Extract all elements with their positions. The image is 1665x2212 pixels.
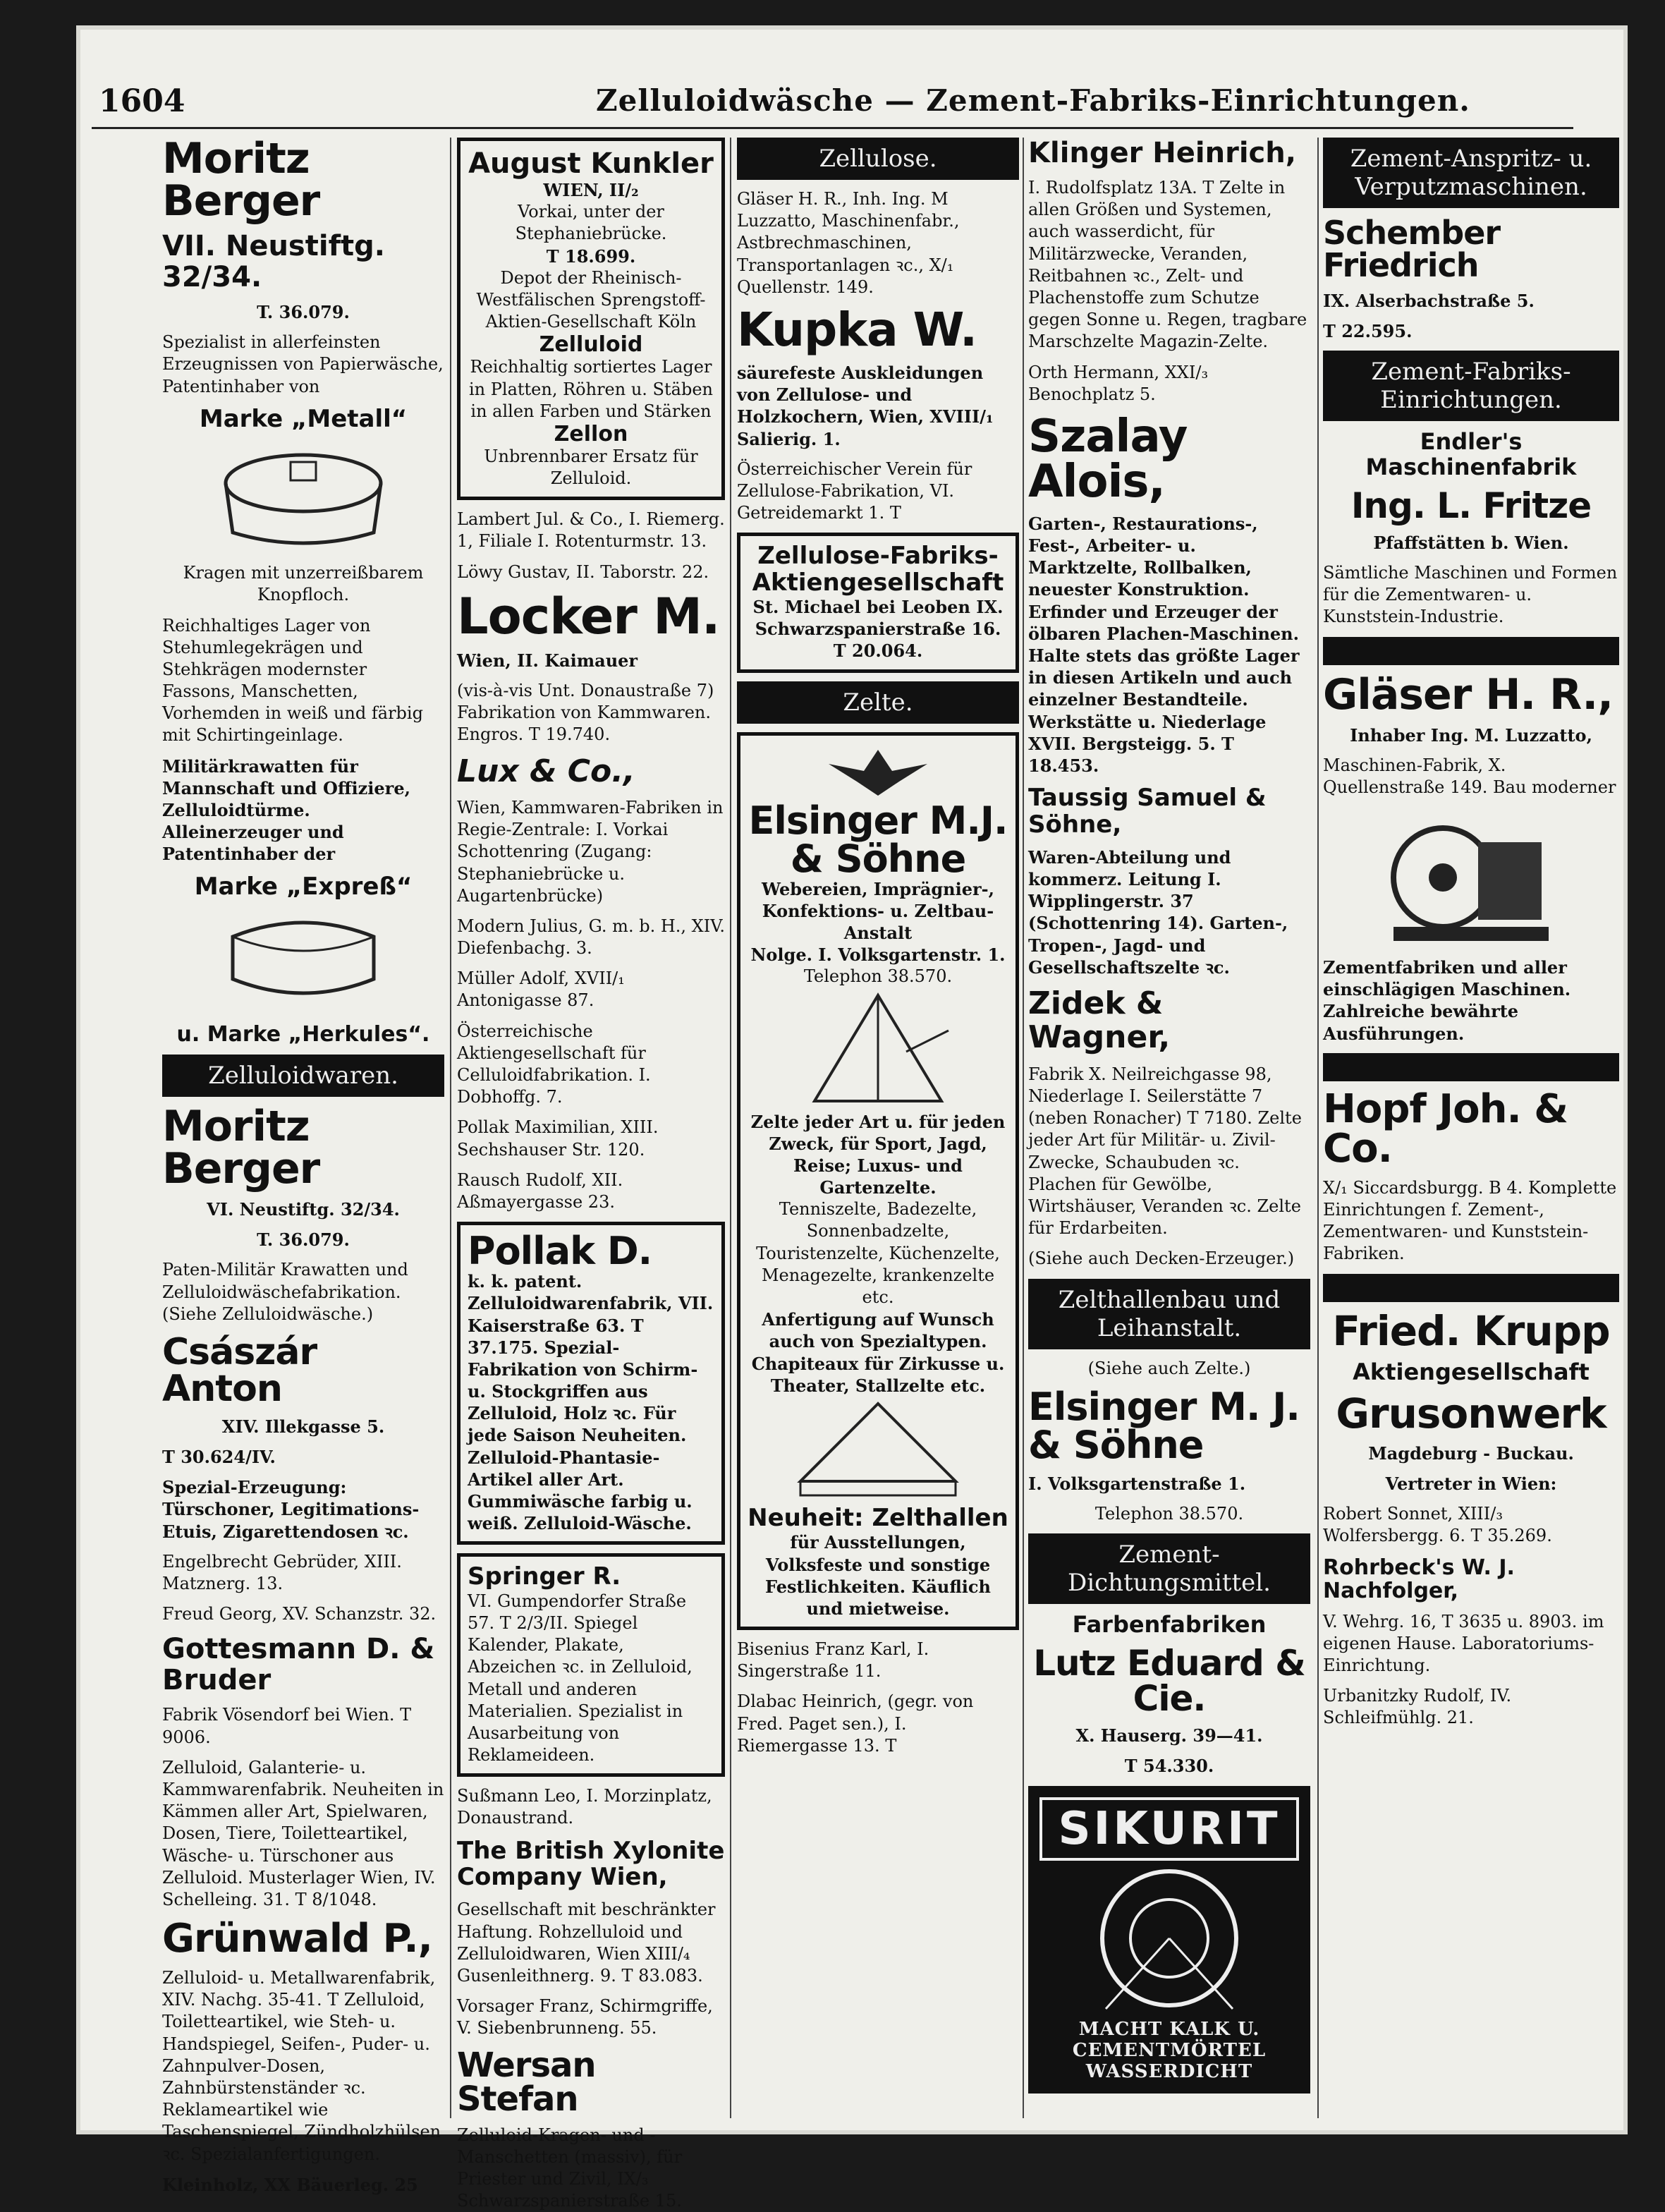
marke-metall: Marke „Metall“ xyxy=(199,404,408,433)
lager-text: Reichhaltiges Lager von Stehumlegekrägen und Stehkrägen modernster Fassons, Manschetten, Vorhemden in weiß und färbig mit Schirtingeinlage. xyxy=(162,615,423,746)
hopf-text: X/₁ Siccardsburgg. B 4. Komplette Einrichtungen f. Zement-, Zementwaren- und Kunststein-Fabriken. xyxy=(1323,1177,1617,1264)
csaszar-name: Császár Anton xyxy=(162,1330,317,1410)
berger-ad-phone: T. 36.079. xyxy=(257,302,350,322)
kunkler-depot: Depot der Rheinisch-Westfälischen Sprengstoff-Aktien-Gesellschaft Köln xyxy=(476,267,706,332)
running-title: Zelluloidwäsche — Zement-Fabriks-Einrichtungen. xyxy=(596,83,1470,118)
elsinger-col4-name: Elsinger M. J. & Söhne xyxy=(1028,1384,1300,1467)
section-zelluloidwaren: Zelluloidwaren. xyxy=(162,1055,444,1097)
marke-herkules: u. Marke „Herkules“. xyxy=(176,1021,430,1047)
schember-address: IX. Alserbachstraße 5. xyxy=(1323,291,1535,311)
glaeser-text: Maschinen-Fabrik, X. Quellenstraße 149. Bau moderner xyxy=(1323,755,1616,797)
column-divider xyxy=(1023,138,1024,2118)
pollak-maximilian-entry: Pollak Maximilian, XIII. Sechshauser Str. 120. xyxy=(457,1117,659,1160)
elsinger-text: Webereien, Imprägnier-, Konfektions- u. Zeltbau-Anstalt xyxy=(762,878,994,943)
marke-express: Marke „Expreß“ xyxy=(194,872,413,901)
zellulose-ag-name: Zellulose-Fabriks-Aktiengesellschaft xyxy=(752,542,1004,597)
sussmann-entry: Sußmann Leo, I. Morzinplatz, Donaustrand. xyxy=(457,1786,712,1828)
elsinger-ad xyxy=(737,732,1019,1631)
zellulose-ag-ad xyxy=(737,533,1019,672)
klinger-text: I. Rudolfsplatz 13A. T Zelte in allen Größen und Systemen, auch wasserdicht, für Militärzwecke, Veranden, Reitbahnen ꝛc., Zelt- und Plachenstoffe zum Schutze gegen Sonne u. Regen, tragbare Marschzelte Magazin-Zelte. xyxy=(1028,178,1307,352)
kunkler-city: WIEN, II/₂ xyxy=(543,180,639,200)
lux-name: Lux & Co., xyxy=(457,753,635,789)
kunkler-ad xyxy=(457,138,725,500)
militaer-text: Militärkrawatten für Mannschaft und Offiziere, Zelluloidtürme. Alleinerzeuger und Patentinhaber der xyxy=(162,755,410,865)
berger2-address: VI. Neustiftg. 32/34. xyxy=(207,1198,400,1220)
locker-name: Locker M. xyxy=(457,587,720,645)
collar-icon xyxy=(212,441,395,554)
sikurit-line-1: MACHT KALK U. xyxy=(1078,2018,1260,2040)
section-zement-anspritz: Zement-Anspritz- u. Verputzmaschinen. xyxy=(1323,138,1619,208)
kleinholz-entry: Kleinholz, XX Bäuerleg. 25 xyxy=(162,2174,418,2195)
lutz-phone: T 54.330. xyxy=(1124,1756,1214,1777)
sikurit-ad xyxy=(1028,1786,1310,2094)
section-zelthallenbau: Zelthallenbau und Leihanstalt. xyxy=(1028,1279,1310,1349)
zidek-see-also: (Siehe auch Decken-Erzeuger.) xyxy=(1028,1248,1295,1269)
dlabac-entry: Dlabac Heinrich, (gegr. von Fred. Paget sen.), I. Riemergasse 13. T xyxy=(737,1691,974,1756)
column-5 xyxy=(1323,138,1619,2132)
wersan-name: Wersan Stefan xyxy=(457,2045,596,2119)
krupp-city: Magdeburg - Buckau. xyxy=(1368,1442,1574,1464)
springer-text: VI. Gumpendorfer Straße 57. T 2/3/II. Spiegel Kalender, Plakate, Abzeichen ꝛc. in Zelluloid, Metall und anderen Materialien. Spezialist in Ausarbeitung von Reklameideen. xyxy=(468,1591,693,1766)
glaeser-name: Gläser H. R., xyxy=(1323,669,1613,719)
column-4 xyxy=(1028,138,1310,2132)
british-name: The British Xylonite Company Wien, xyxy=(457,1836,725,1892)
schember-name: Schember Friedrich xyxy=(1323,214,1501,284)
band-collar-illustration xyxy=(162,909,444,1014)
pollak-d-name: Pollak D. xyxy=(468,1229,652,1274)
freud-entry: Freud Georg, XV. Schanzstr. 32. xyxy=(162,1604,437,1624)
urbanitzky-entry: Urbanitzky Rudolf, IV. Schleifmühlg. 21. xyxy=(1323,1686,1512,1728)
loewy-entry: Löwy Gustav, II. Taborstr. 22. xyxy=(457,561,709,582)
zelte-list: Tenniszelte, Badezelte, Sonnenbadzelte, Touristenzelte, Küchenzelte, Menagezelte, krankenzelte etc. xyxy=(756,1199,1000,1308)
zidek-name: Zidek & Wagner, xyxy=(1028,985,1171,1056)
pollak-d-ad xyxy=(457,1222,725,1545)
crusher-illustration xyxy=(1323,807,1619,948)
wersan-text: Zelluloid-Kragen- und -Manschetten (massiv), für Priester und Zivil, IX/₃ Schwarzspanierstraße 15. xyxy=(457,2125,683,2211)
krupp-vertreter: Vertreter in Wien: xyxy=(1385,1473,1557,1494)
oesterr-ag-entry: Österreichische Aktiengesellschaft für Celluloidfabrikation. I. Dobhoffg. 7. xyxy=(457,1021,651,1107)
csaszar-address: XIV. Illekgasse 5. xyxy=(221,1416,385,1437)
glaeser-text-2: Zementfabriken und aller einschlägigen Maschinen. Zahlreiche bewährte Ausführungen. xyxy=(1323,957,1571,1044)
gottesmann-text: Zelluloid, Galanterie- u. Kammwarenfabrik. Neuheiten in Kämmen aller Art, Spielwaren, Dosen, Tiere, Toiletteartikel, Wäsche- u. Türschoner aus Zelluloid. Musterlager Wien, IV. Schelleing. 31. T 8/1048. xyxy=(162,1757,444,1909)
elsinger-name: Elsinger M.J. & Söhne xyxy=(748,798,1008,881)
csaszar-phone: T 30.624/IV. xyxy=(162,1447,276,1468)
kunkler-product-2: Zellon xyxy=(554,421,628,446)
band-collar-icon xyxy=(212,909,395,1014)
column-3 xyxy=(737,138,1019,2132)
vorsager-entry: Vorsager Franz, Schirmgriffe, V. Siebenbrunneng. 55. xyxy=(457,1996,713,2038)
glaeser-zellulose-entry: Gläser H. R., Inh. Ing. M Luzzatto, Maschinenfabr., Astbrechmaschinen, Transportanlagen ꝛc., X/₁ Quellenstr. 149. xyxy=(737,189,960,297)
engelbrecht-entry: Engelbrecht Gebrüder, XIII. Matznerg. 13. xyxy=(162,1551,402,1594)
neuheit-heading: Neuheit: Zelthallen xyxy=(748,1503,1008,1532)
column-divider xyxy=(1317,138,1319,2118)
column-divider xyxy=(450,138,451,2118)
column-2 xyxy=(457,138,725,2211)
pollak-d-text: k. k. patent. Zelluloidwarenfabrik, VII. Kaiserstraße 63. T 37.175. Spezial-Fabrikation von Schirm- u. Stockgriffen aus Zelluloid, Holz ꝛc. Für jede Saison Neuheiten. Zelluloid-Phantasie-Artikel aller Art. Gummiwäsche farbig u. weiß. Zelluloid-Wäsche. xyxy=(468,1271,714,1534)
neuheit-text: für Ausstellungen, Volksfeste und sonstige Festlichkeiten. Käuflich und mietweise. xyxy=(765,1532,991,1619)
rausch-entry: Rausch Rudolf, XII. Aßmayergasse 23. xyxy=(457,1169,623,1212)
springer-name: Springer R. xyxy=(468,1562,621,1591)
bisenius-entry: Bisenius Franz Karl, I. Singerstraße 11. xyxy=(737,1639,929,1682)
hopf-name: Hopf Joh. & Co. xyxy=(1323,1086,1568,1172)
kupka-name: Kupka W. xyxy=(737,302,977,357)
kunkler-lager: Reichhaltig sortiertes Lager in Platten, Röhren u. Stäben in allen Farben und Stärken xyxy=(469,357,713,421)
krupp-name: Fried. Krupp xyxy=(1332,1306,1610,1355)
farbenfabriken: Farbenfabriken xyxy=(1072,1611,1267,1639)
tunnel-illustration-icon xyxy=(1063,1861,1275,2016)
krupp-ag: Aktiengesellschaft xyxy=(1353,1358,1590,1385)
section-zement-fabriks: Zement-Fabriks-Einrichtungen. xyxy=(1323,351,1619,421)
column-1 xyxy=(162,134,444,2195)
elsinger-phone: Telephon 38.570. xyxy=(803,966,953,987)
endler-name: Endler's Maschinenfabrik xyxy=(1365,428,1577,480)
zelthallen-see-also: (Siehe auch Zelte.) xyxy=(1087,1358,1251,1378)
rohrbeck-name: Rohrbeck's W. J. Nachfolger, xyxy=(1323,1555,1515,1603)
tent-illustration-icon xyxy=(800,988,956,1108)
berger2-phone: T. 36.079. xyxy=(257,1229,350,1251)
elsinger-col4-phone: Telephon 38.570. xyxy=(1094,1503,1244,1524)
kunkler-name: August Kunkler xyxy=(468,147,714,180)
krupp-werk: Grusonwerk xyxy=(1336,1389,1606,1438)
page-number: 1604 xyxy=(99,83,185,119)
lux-text: Wien, Kammwaren-Fabriken in Regie-Zentrale: I. Vorkai Schottenring (Zugang: Stephaniebrücke u. Augartenbrücke) xyxy=(457,797,724,906)
kunkler-address: Vorkai, unter der Stephaniebrücke. xyxy=(515,202,667,244)
zellulose-ag-text: St. Michael bei Leoben IX. Schwarzspanierstraße 16. T 20.064. xyxy=(752,597,1004,662)
taussig-name: Taussig Samuel & Söhne, xyxy=(1028,784,1267,839)
endler-address: Pfaffstätten b. Wien. xyxy=(1373,532,1569,553)
elsinger-address: Nolge. I. Volksgartenstr. 1. xyxy=(750,944,1006,966)
collar-illustration xyxy=(162,441,444,554)
oesterr-verein-entry: Österreichischer Verein für Zellulose-Fabrikation, VI. Getreidemarkt 1. T xyxy=(737,458,972,523)
berger-ad-address: VII. Neustiftg. 32/34. xyxy=(162,230,385,293)
gruenwald-name: Grünwald P., xyxy=(162,1916,432,1962)
endler-name-2: Ing. L. Fritze xyxy=(1350,485,1592,526)
klinger-name: Klinger Heinrich, xyxy=(1028,137,1296,169)
locker-address: Wien, II. Kaimauer xyxy=(457,650,638,671)
szalay-name: Szalay Alois, xyxy=(1028,410,1188,508)
krupp-sonnet: Robert Sonnet, XIII/₃ Wolfersbergg. 6. T 35.269. xyxy=(1323,1504,1552,1546)
elsinger-col4-address: I. Volksgartenstraße 1. xyxy=(1028,1473,1246,1494)
gottesmann-name: Gottesmann D. & Bruder xyxy=(162,1633,435,1697)
gottesmann-address: Fabrik Vösendorf bei Wien. T 9006. xyxy=(162,1705,412,1747)
lutz-address: X. Hauserg. 39—41. xyxy=(1075,1725,1263,1746)
eagle-emblem-icon xyxy=(822,743,934,799)
column-divider xyxy=(730,138,731,2118)
kunkler-product-1: Zelluloid xyxy=(539,332,643,358)
lutz-name: Lutz Eduard & Cie. xyxy=(1033,1643,1305,1720)
section-zelte: Zelte. xyxy=(737,681,1019,724)
divider-bar xyxy=(1323,1053,1619,1081)
schember-phone: T 22.595. xyxy=(1323,321,1413,342)
kunkler-product-2-text: Unbrennbarer Ersatz für Zelluloid. xyxy=(484,446,698,489)
gruenwald-text: Zelluloid- u. Metallwarenfabrik, XIV. Nachg. 35-41. T Zelluloid, Toiletteartikel, wie Steh- u. Handspiegel, Seifen-, Puder- u. Zahnpulver-Dosen, Zahnbürstenständer ꝛc. Reklameartikel wie Taschenspiegel, Zündholzhülsen ꝛc. Spezialanfertigungen. xyxy=(162,1968,441,2164)
zelte-anfertigung: Anfertigung auf Wunsch auch von Spezialtypen. Chapiteaux für Zirkusse u. Theater, Stallzelte etc. xyxy=(751,1309,1005,1396)
sikurit-line-2: CEMENTMÖRTEL xyxy=(1072,2039,1267,2061)
taussig-text: Waren-Abteilung und kommerz. Leitung I. Wipplingerstr. 37 (Schottenring 14). Garten-, Tropen-, Jagd- und Gesellschaftszelte ꝛc. xyxy=(1028,846,1288,978)
springer-ad xyxy=(457,1553,725,1777)
lambert-entry: Lambert Jul. & Co., I. Riemerg. 1, Filiale I. Rotenturmstr. 13. xyxy=(457,509,725,552)
szalay-text: Garten-, Restaurations-, Fest-, Arbeiter- u. Marktzelte, Rollbalken, neuester Konstruktion. Erfinder und Erzeuger der ölbaren Plachen-Maschinen. Halte stets das größte Lager in diesen Artikeln und auch einzelner Bestandteile. Werkstätte u. Niederlage XVII. Bergsteigg. 5. T 18.453. xyxy=(1028,513,1300,776)
berger2-text: Paten-Militär Krawatten und Zelluloidwäschefabrikation. (Siehe Zelluloidwäsche.) xyxy=(162,1260,408,1324)
zidek-text: Fabrik X. Neilreichgasse 98, Niederlage I. Seilerstätte 7 (neben Ronacher) T 7180. Zelte jeder Art für Militär- u. Zivil-Zwecke, Schaubuden ꝛc. Plachen für Gewölbe, Wirtshäuser, Veranden ꝛc. Zelte für Erdarbeiten. xyxy=(1028,1064,1302,1239)
orth-entry: Orth Hermann, XXI/₃ Benochplatz 5. xyxy=(1028,362,1209,404)
divider-bar xyxy=(1323,1274,1619,1302)
kunkler-phone: T 18.699. xyxy=(546,245,636,267)
rohrbeck-text: V. Wehrg. 16, T 3635 u. 8903. im eigenen Hause. Laboratoriums-Einrichtung. xyxy=(1323,1611,1604,1675)
crusher-machine-icon xyxy=(1379,807,1563,948)
berger-ad-name: Moritz Berger xyxy=(162,134,320,226)
header-rule xyxy=(92,127,1573,129)
kupka-text: säurefeste Auskleidungen von Zellulose- und Holzkochern, Wien, XVIII/₁ Salierig. 1. xyxy=(737,362,994,449)
modern-entry: Modern Julius, G. m. b. H., XIV. Diefenbachg. 3. xyxy=(457,916,725,959)
berger2-name: Moritz Berger xyxy=(162,1101,320,1193)
divider-bar xyxy=(1323,637,1619,665)
csaszar-text: Spezial-Erzeugung: Türschoner, Legitimations-Etuis, Zigarettendosen ꝛc. xyxy=(162,1477,420,1542)
section-zellulose: Zellulose. xyxy=(737,138,1019,180)
british-text: Gesellschaft mit beschränkter Haftung. Rohzelluloid und Zelluloidwaren, Wien XIII/₄ Gusenleithnerg. 9. T 83.083. xyxy=(457,1900,716,1986)
locker-text: (vis-à-vis Unt. Donaustraße 7) Fabrikation von Kammwaren. Engros. T 19.740. xyxy=(457,681,714,745)
kragen-caption: Kragen mit unzerreißbarem Knopfloch. xyxy=(183,563,424,605)
mueller-entry: Müller Adolf, XVII/₁ Antonigasse 87. xyxy=(457,968,625,1011)
zelte-text: Zelte jeder Art u. für jeden Zweck, für Sport, Jagd, Reise; Luxus- und Gartenzelte. xyxy=(750,1111,1006,1198)
glaeser-inhaber: Inhaber Ing. M. Luzzatto, xyxy=(1350,724,1592,746)
endler-text: Sämtliche Maschinen und Formen für die Zementwaren- u. Kunststein-Industrie. xyxy=(1323,562,1618,627)
section-zement-dichtungsmittel: Zement-Dichtungsmittel. xyxy=(1028,1533,1310,1604)
hall-tent-illustration-icon xyxy=(793,1397,963,1502)
berger-ad-text: Spezialist in allerfeinsten Erzeugnissen von Papierwäsche, Patentinhaber von xyxy=(162,332,444,396)
sikurit-line-3: WASSERDICHT xyxy=(1085,2060,1253,2082)
sikurit-logo: SIKURIT xyxy=(1039,1797,1299,1861)
